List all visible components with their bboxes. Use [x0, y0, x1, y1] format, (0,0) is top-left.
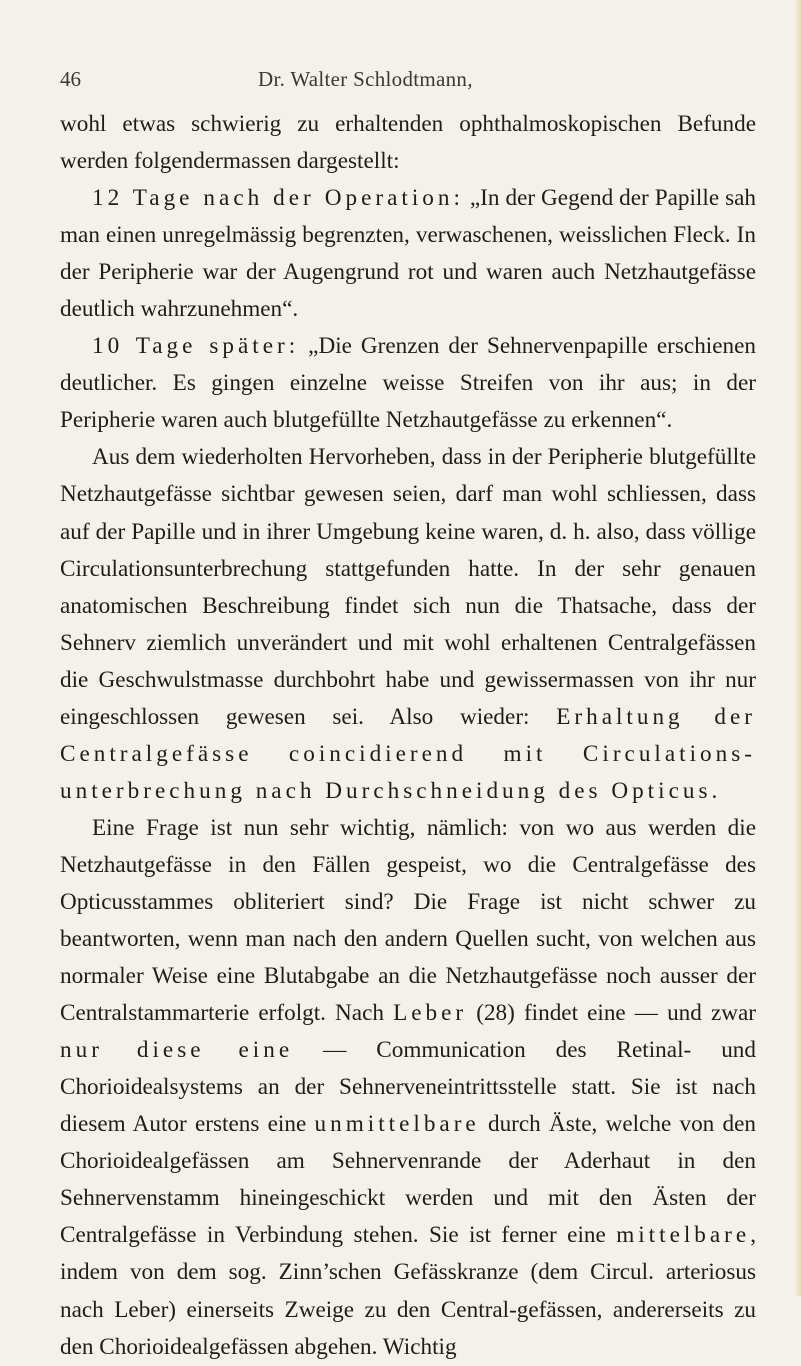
- paragraph-text: Aus dem wiederholten Hervorheben, dass in der Peripherie blutgefüllte Netzhautgefässe sichtbar gewesen seien, darf man wohl schliessen, dass auf der Papille und in ihrer Umgebung keine waren, d. h. also, dass völlige Circulationsunterbrechung stattgefunden hatte. In der sehr genauen anatomischen Beschreibung findet sich nun die Thatsache, dass der Sehnerv ziemlich unverändert und mit wohl erhaltenen Centralgefässen die Geschwulstmasse durchbohrt habe und gewissermassen von ihr nur eingeschlossen gewesen sei. Also wieder:: [60, 444, 756, 730]
- paragraph-text: wohl etwas schwierig zu erhaltenden ophthalmoskopischen Befunde werden folgendermassen dargestellt:: [60, 111, 756, 175]
- paragraph-text: Eine Frage ist nun sehr wichtig, nämlich: von wo aus werden die Netzhautgefässe in den Fällen gespeist, wo die Centralgefässe des Opticusstammes obliteriert sind? Die Frage ist nicht schwer zu beantworten, wenn man nach den andern Quellen sucht, von welchen aus normaler Weise eine Blutabgabe an die Netzhautgefässe noch ausser der Centralstammarterie erfolgt. Nach: [60, 814, 756, 1027]
- paragraph-4: [60, 439, 756, 809]
- paragraph-3: [60, 328, 756, 439]
- spaced-emphasis: unmittelbare: [314, 1111, 480, 1138]
- spaced-emphasis: Leber: [393, 1000, 468, 1027]
- spaced-emphasis: Erhaltung der Centralgefässe coincidierend mit Circulations-unterbrechung nach Durchschneidung des Opticus.: [60, 703, 756, 804]
- running-head-author: Dr. Walter Schlodtmann,: [258, 67, 473, 91]
- spaced-emphasis: nur diese eine: [60, 1037, 294, 1064]
- running-header: [60, 62, 760, 96]
- page-number: 46: [60, 67, 81, 91]
- paragraph-text: „Die Grenzen der Sehnervenpapille erschienen deutlicher. Es gingen einzelne weisse Streifen von ihr aus; in der Peripherie waren auch blutgefüllte Netzhautgefässe zu erkennen“.: [60, 333, 757, 434]
- body-text: [60, 106, 756, 1366]
- paragraph-text: , indem von dem sog. Zinn’schen Gefässkranze (dem Circul. arteriosus nach Leber) einerseits Zweige zu den Central-gefässen, andererseits zu den Chorioidealgefässen abgehen. Wichtig: [60, 1222, 756, 1360]
- paragraph-text: — Communication des Retinal- und Chorioidealsystems an der Sehnerveneintrittsstelle statt. Sie ist nach diesem Autor erstens eine: [60, 1037, 756, 1138]
- spaced-emphasis: mittelbare: [616, 1222, 751, 1249]
- paragraph-5: [60, 810, 756, 1366]
- paragraph-2: [60, 180, 756, 328]
- spaced-emphasis: 10 Tage später:: [92, 333, 300, 360]
- paragraph-text: (28) findet eine — und zwar: [467, 1000, 756, 1027]
- paragraph-text: durch Äste, welche von den Chorioidealgefässen am Sehnervenrande der Aderhaut in den Sehnervenstamm hineingeschickt werden und mit den Ästen der Centralgefässe in Verbindung stehen. Sie ist ferner eine: [60, 1111, 756, 1249]
- page-edge-shading: [794, 0, 801, 1296]
- paragraph-text: „In der Gegend der Papille sah man einen unregelmässig begrenzten, verwaschenen, weisslichen Fleck. In der Peripherie war der Augengrund rot und waren auch Netzhautgefässe deutlich wahrzunehmen“.: [60, 185, 756, 323]
- spaced-emphasis: 12 Tage nach der Operation:: [92, 185, 464, 212]
- paragraph-1: [60, 106, 756, 180]
